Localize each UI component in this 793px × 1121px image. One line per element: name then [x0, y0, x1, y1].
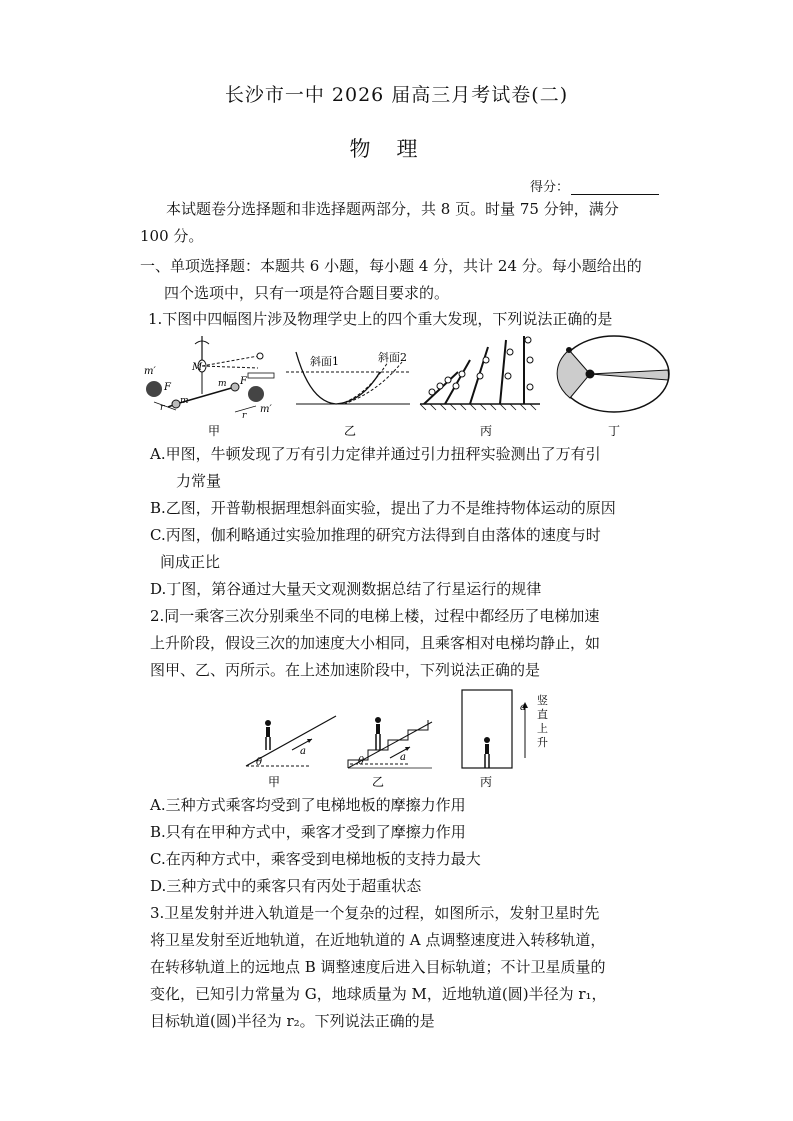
label-a-yi: a	[400, 752, 406, 763]
q2-option-a: A.三种方式乘客均受到了电梯地板的摩擦力作用	[150, 796, 466, 814]
q2-stem-line1: 2.同一乘客三次分别乘坐不同的电梯上楼，过程中都经历了电梯加速	[150, 607, 600, 625]
subject-title: 物理	[349, 137, 444, 161]
q2-stem-line3: 图甲、乙、丙所示。在上述加速阶段中，下列说法正确的是	[150, 661, 541, 679]
label-m-right: m	[218, 379, 227, 389]
label-m-left: m	[180, 396, 189, 406]
fig-label-jia: 甲	[208, 424, 221, 438]
label-r-left: r	[160, 403, 165, 413]
section1-line-2: 四个选项中，只有一项是符合题目要求的。	[164, 284, 450, 302]
q3-line3: 在转移轨道上的远地点 B 调整速度后进入目标轨道；不计卫星质量的	[150, 958, 606, 976]
label-theta-yi: θ	[358, 756, 365, 767]
q2-option-b: B.只有在甲种方式中，乘客才受到了摩擦力作用	[150, 823, 466, 841]
q1-option-a-line1: A.甲图，牛顿发现了万有引力定律并通过引力扭秤实验测出了万有引	[150, 445, 601, 463]
label-a-bing: a	[520, 702, 526, 713]
q1-option-a-line2: 力常量	[176, 472, 222, 490]
figure-jia-torsion-balance	[144, 336, 274, 421]
label-a-jia: a	[300, 746, 306, 757]
q2-option-d: D.三种方式中的乘客只有丙处于超重状态	[150, 877, 422, 895]
fig-label-yi-2: 乙	[372, 775, 385, 789]
label-M: M	[192, 362, 203, 373]
figure-bing-vertical-elevator	[462, 690, 548, 768]
fig-label-ding: 丁	[608, 424, 621, 438]
intro-line-2: 100 分。	[140, 227, 204, 245]
label-F-left: F	[164, 382, 171, 393]
q1-option-d: D.丁图，第谷通过大量天文观测数据总结了行星运行的规律	[150, 580, 542, 598]
label-vertical-up: 竖直上升	[537, 694, 548, 749]
intro-line-1: 本试题卷分选择题和非选择题两部分，共 8 页。时量 75 分钟，满分	[166, 200, 619, 218]
fig-label-bing: 丙	[480, 424, 493, 438]
section1-line-1: 一、单项选择题：本题共 6 小题，每小题 4 分，共计 24 分。每小题给出的	[140, 257, 642, 275]
score-blank-line	[571, 182, 659, 195]
label-theta-jia: θ	[256, 757, 263, 768]
label-r-right: r	[242, 411, 247, 421]
label-slope-1: 斜面1	[310, 355, 339, 368]
q1-figures	[140, 332, 680, 442]
q2-stem-line2: 上升阶段，假设三次的加速度大小相同，且乘客相对电梯均静止，如	[150, 634, 601, 652]
q1-stem: 1.下图中四幅图片涉及物理学史上的四个重大发现，下列说法正确的是	[148, 310, 613, 328]
q2-figures	[240, 688, 560, 792]
q1-option-c-line1: C.丙图，伽利略通过实验加推理的研究方法得到自由落体的速度与时	[150, 526, 601, 544]
q3-line5: 目标轨道(圆)半径为 r₂。下列说法正确的是	[150, 1012, 435, 1030]
figure-ding-orbit	[557, 336, 669, 412]
label-m-prime-right: m′	[260, 404, 272, 415]
fig-label-bing-2: 丙	[480, 775, 493, 789]
q3-line1: 3.卫星发射并进入轨道是一个复杂的过程，如图所示，发射卫星时先	[150, 904, 600, 922]
label-m-prime-left: m′	[144, 366, 156, 377]
figure-yi-stair-escalator	[348, 717, 432, 768]
q1-option-b: B.乙图，开普勒根据理想斜面实验，提出了力不是维持物体运动的原因	[150, 499, 616, 517]
score-field	[530, 176, 659, 195]
figure-yi-inclined-planes	[286, 350, 410, 404]
figure-jia-inclined-escalator	[246, 716, 336, 768]
fig-label-yi: 乙	[344, 424, 357, 438]
q1-option-c-line2: 间成正比	[160, 553, 221, 571]
q2-option-c: C.在丙种方式中，乘客受到电梯地板的支持力最大	[150, 850, 481, 868]
label-slope-2: 斜面2	[378, 351, 407, 364]
q3-line4: 变化，已知引力常量为 G，地球质量为 M，近地轨道(圆)半径为 r₁，	[150, 985, 607, 1003]
score-label: 得分：	[530, 180, 570, 195]
page-title: 长沙市一中 2026 届高三月考试卷(二)	[224, 84, 569, 106]
q3-line2: 将卫星发射至近地轨道，在近地轨道的 A 点调整速度进入转移轨道，	[150, 931, 606, 949]
fig-label-jia-2: 甲	[268, 775, 281, 789]
figure-bing-free-fall	[420, 336, 540, 410]
label-F-right: F	[240, 376, 247, 387]
